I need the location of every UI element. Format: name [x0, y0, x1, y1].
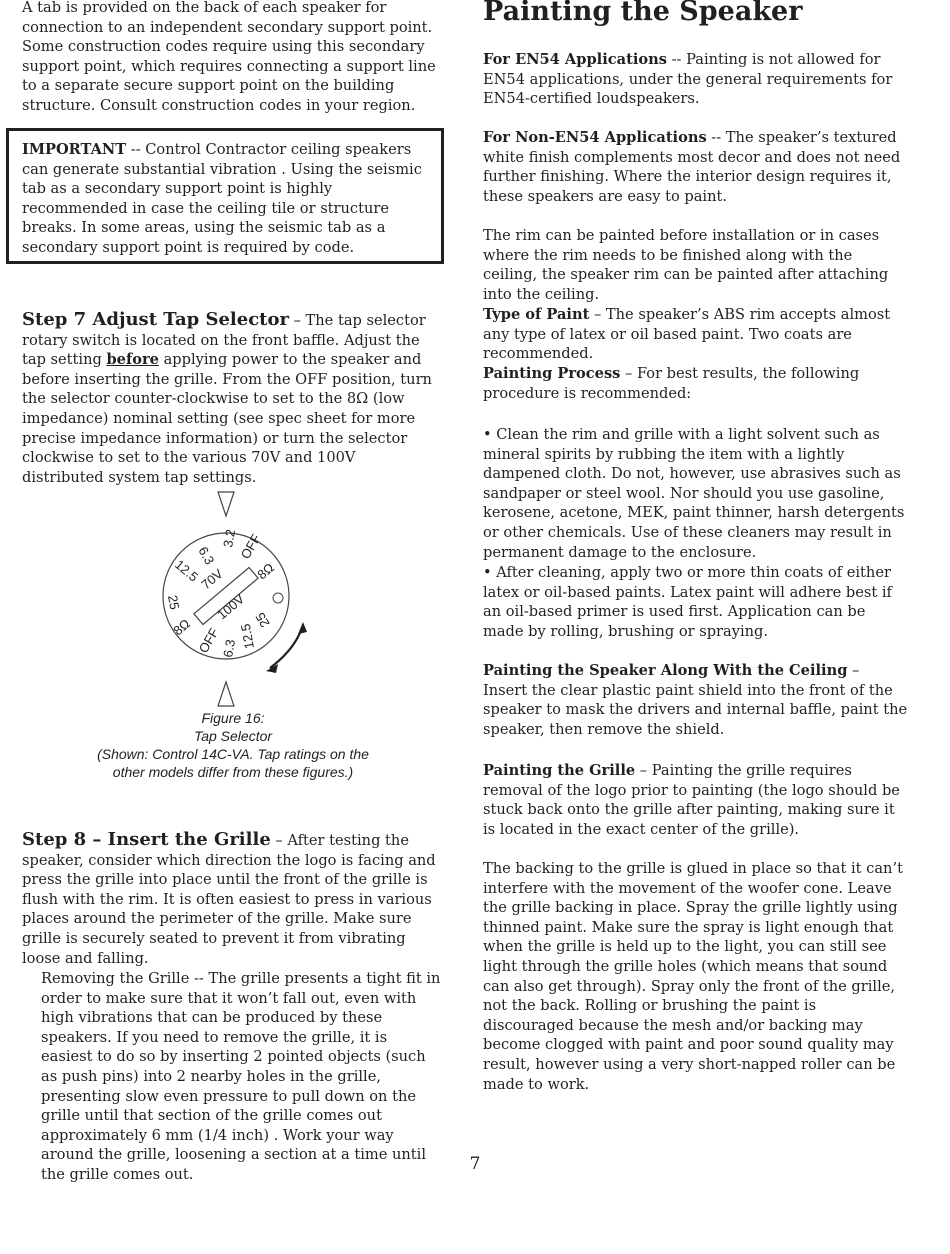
- step7-heading: Step 7 Adjust Tap Selector: [22, 309, 289, 330]
- non-en54-label: For Non-EN54 Applications: [483, 129, 707, 146]
- dial-label-12.5-bottom: 12.5: [237, 622, 257, 651]
- grille-paragraph: [483, 761, 908, 839]
- arrowhead-top: [298, 622, 307, 634]
- tap-selector-figure: [150, 488, 320, 710]
- process-paragraph: [483, 364, 903, 403]
- caption-line-2: Tap Selector: [193, 728, 273, 744]
- dial-dot: [273, 593, 283, 603]
- dial-label-8ohm-right: 8Ω: [254, 559, 277, 583]
- intro-paragraph: A tab is provided on the back of each speaker for connection to an independent secondary support point. Some construction codes require using this secondary support point, which requires connecting a support line to a separate secure support point on the building structure. Consult construction codes in your region.: [22, 0, 436, 114]
- non-en54-text: -- The speaker’s textured white finish complements most decor and does not need further finishing. Where the interior design requires it, these speakers are easy to paint.: [483, 129, 901, 205]
- page-title: Painting the Speaker: [483, 0, 803, 27]
- paint-type-text: – The speaker’s ABS rim accepts almost any type of latex or oil based paint. Two coats are recommended.: [483, 306, 891, 363]
- dial-label-70v: 70V: [198, 565, 226, 593]
- ceiling-text: – Insert the clear plastic paint shield into the front of the speaker to mask the drivers and internal baffle, paint the speaker, then remove the shield.: [483, 662, 908, 738]
- process-label: Painting Process: [483, 365, 621, 382]
- backing-paragraph: The backing to the grille is glued in place so that it can’t interfere with the movement of the woofer cone. Leave the grille backing in place. Spray the grille lightly using thinned paint. Make sure the spray is light enough that when the grille is held up to the light, you can still see light through the grille holes (which means that sound can also get through). Spray only the front of the grille, not the back. Rolling or brushing the paint is discouraged because the mesh and/or backing may become clogged with paint and poor sound quality may result, however using a very short-napped roller can be made to work.: [483, 860, 903, 1093]
- dial-label-6.3-top: 6.3: [195, 544, 218, 568]
- grille-label: Painting the Grille: [483, 762, 636, 779]
- bullet-coats: • After cleaning, apply two or more thin coats of either latex or oil-based paints. Latex paint will adhere best if an oil-based primer is used first. Application can be made by rolling, brushing or spraying.: [483, 564, 892, 640]
- dial-label-12.5-top: 12.5: [172, 556, 202, 585]
- step7-paragraph: [22, 310, 440, 487]
- paint-type-paragraph: [483, 305, 908, 364]
- paint-type-label: Type of Paint: [483, 306, 590, 323]
- dial-label-3.2: 3.2: [220, 528, 239, 549]
- caption-line-3: (Shown: Control 14C-VA. Tap ratings on the: [97, 746, 369, 762]
- dial-label-100v: 100V: [214, 591, 248, 623]
- step7-text-b: applying power to the speaker and before inserting the grille. From the OFF position, turn the selector counter-clockwise to set to the 8Ω (low impedance) nominal setting (see spec sheet for more precise impedance information) or turn the selector clockwise to set to the various 70V and 100V distributed system tap settings.: [22, 351, 432, 486]
- en54-label: For EN54 Applications: [483, 51, 667, 68]
- important-label: IMPORTANT: [22, 141, 127, 158]
- important-text: -- Control Contractor ceiling speakers can generate substantial vibration . Using the seismic tab as a secondary support point is highly recommended in case the ceiling tile or structure breaks. In some areas, using the seismic tab as a secondary support point is required by code.: [22, 141, 422, 256]
- dial-label-25-right: 25: [252, 609, 273, 630]
- ceiling-label: Painting the Speaker Along With the Ceiling: [483, 662, 848, 679]
- grille-text: – Painting the grille requires removal of the logo prior to painting (the logo should be stuck back onto the grille after painting, making sure it is located in the exact center of the grille).: [483, 762, 900, 838]
- en54-text: -- Painting is not allowed for EN54 applications, under the general requirements for EN54-certified loudspeakers.: [483, 51, 893, 108]
- step8-heading: Step 8 – Insert the Grille: [22, 829, 271, 850]
- dial-label-25-left: 25: [165, 593, 183, 611]
- rotation-arrow-icon: [270, 628, 302, 668]
- removing-grille-paragraph: Removing the Grille -- The grille presents a tight fit in order to make sure that it won’t fall out, even with high vibrations that can be produced by these speakers. If you need to remove the grille, it is easiest to do so by inserting 2 pointed objects (such as push pins) into 2 nearby holes in the grille, presenting slow even pressure to pull down on the grille until that section of the grille comes out approximately 6 mm (1/4 inch) . Work your way around the grille, loosening a section at a time until the grille comes out.: [41, 970, 441, 1183]
- caption-line-1: Figure 16:: [201, 710, 265, 726]
- en54-paragraph: [483, 50, 908, 109]
- figure-caption: [70, 709, 396, 781]
- important-box: [6, 128, 444, 264]
- page-number: 7: [469, 1154, 481, 1174]
- caption-line-4: other models differ from these figures.): [112, 764, 354, 780]
- important-paragraph: [22, 140, 438, 258]
- rim-paragraph: The rim can be painted before installation or in cases where the rim needs to be finished along with the ceiling, the speaker rim can be painted after attaching into the ceiling.: [483, 227, 889, 303]
- non-en54-paragraph: [483, 128, 903, 206]
- process-text: – For best results, the following procedure is recommended:: [483, 365, 860, 402]
- dial-label-6.3-bottom: 6.3: [220, 638, 239, 659]
- step8-text: – After testing the speaker, consider which direction the logo is facing and press the grille into place until the front of the grille is flush with the rim. It is often easiest to press in various places around the perimeter of the grille. Make sure grille is securely seated to prevent it from vibrating loose and falling.: [22, 832, 436, 967]
- top-pointer-icon: [218, 492, 234, 516]
- step7-before: before: [106, 351, 159, 369]
- dial-label-off-bottom: OFF: [195, 625, 222, 656]
- step8-paragraph: [22, 830, 440, 968]
- dial-label-8ohm-left: 8Ω: [170, 615, 193, 639]
- dial-label-off-top: OFF: [237, 531, 264, 562]
- step7-text-a: – The tap selector rotary switch is located on the front baffle. Adjust the tap setting: [22, 312, 426, 369]
- ceiling-paragraph: [483, 661, 908, 739]
- bottom-pointer-icon: [218, 682, 234, 706]
- bullet-clean: • Clean the rim and grille with a light solvent such as mineral spirits by rubbing the item with a lightly dampened cloth. Do not, however, use abrasives such as sandpaper or steel wool. Nor should you use gasoline, kerosene, acetone, MEK, paint thinner, harsh detergents or other chemicals. Use of these cleaners may result in permanent damage to the enclosure.: [483, 426, 905, 561]
